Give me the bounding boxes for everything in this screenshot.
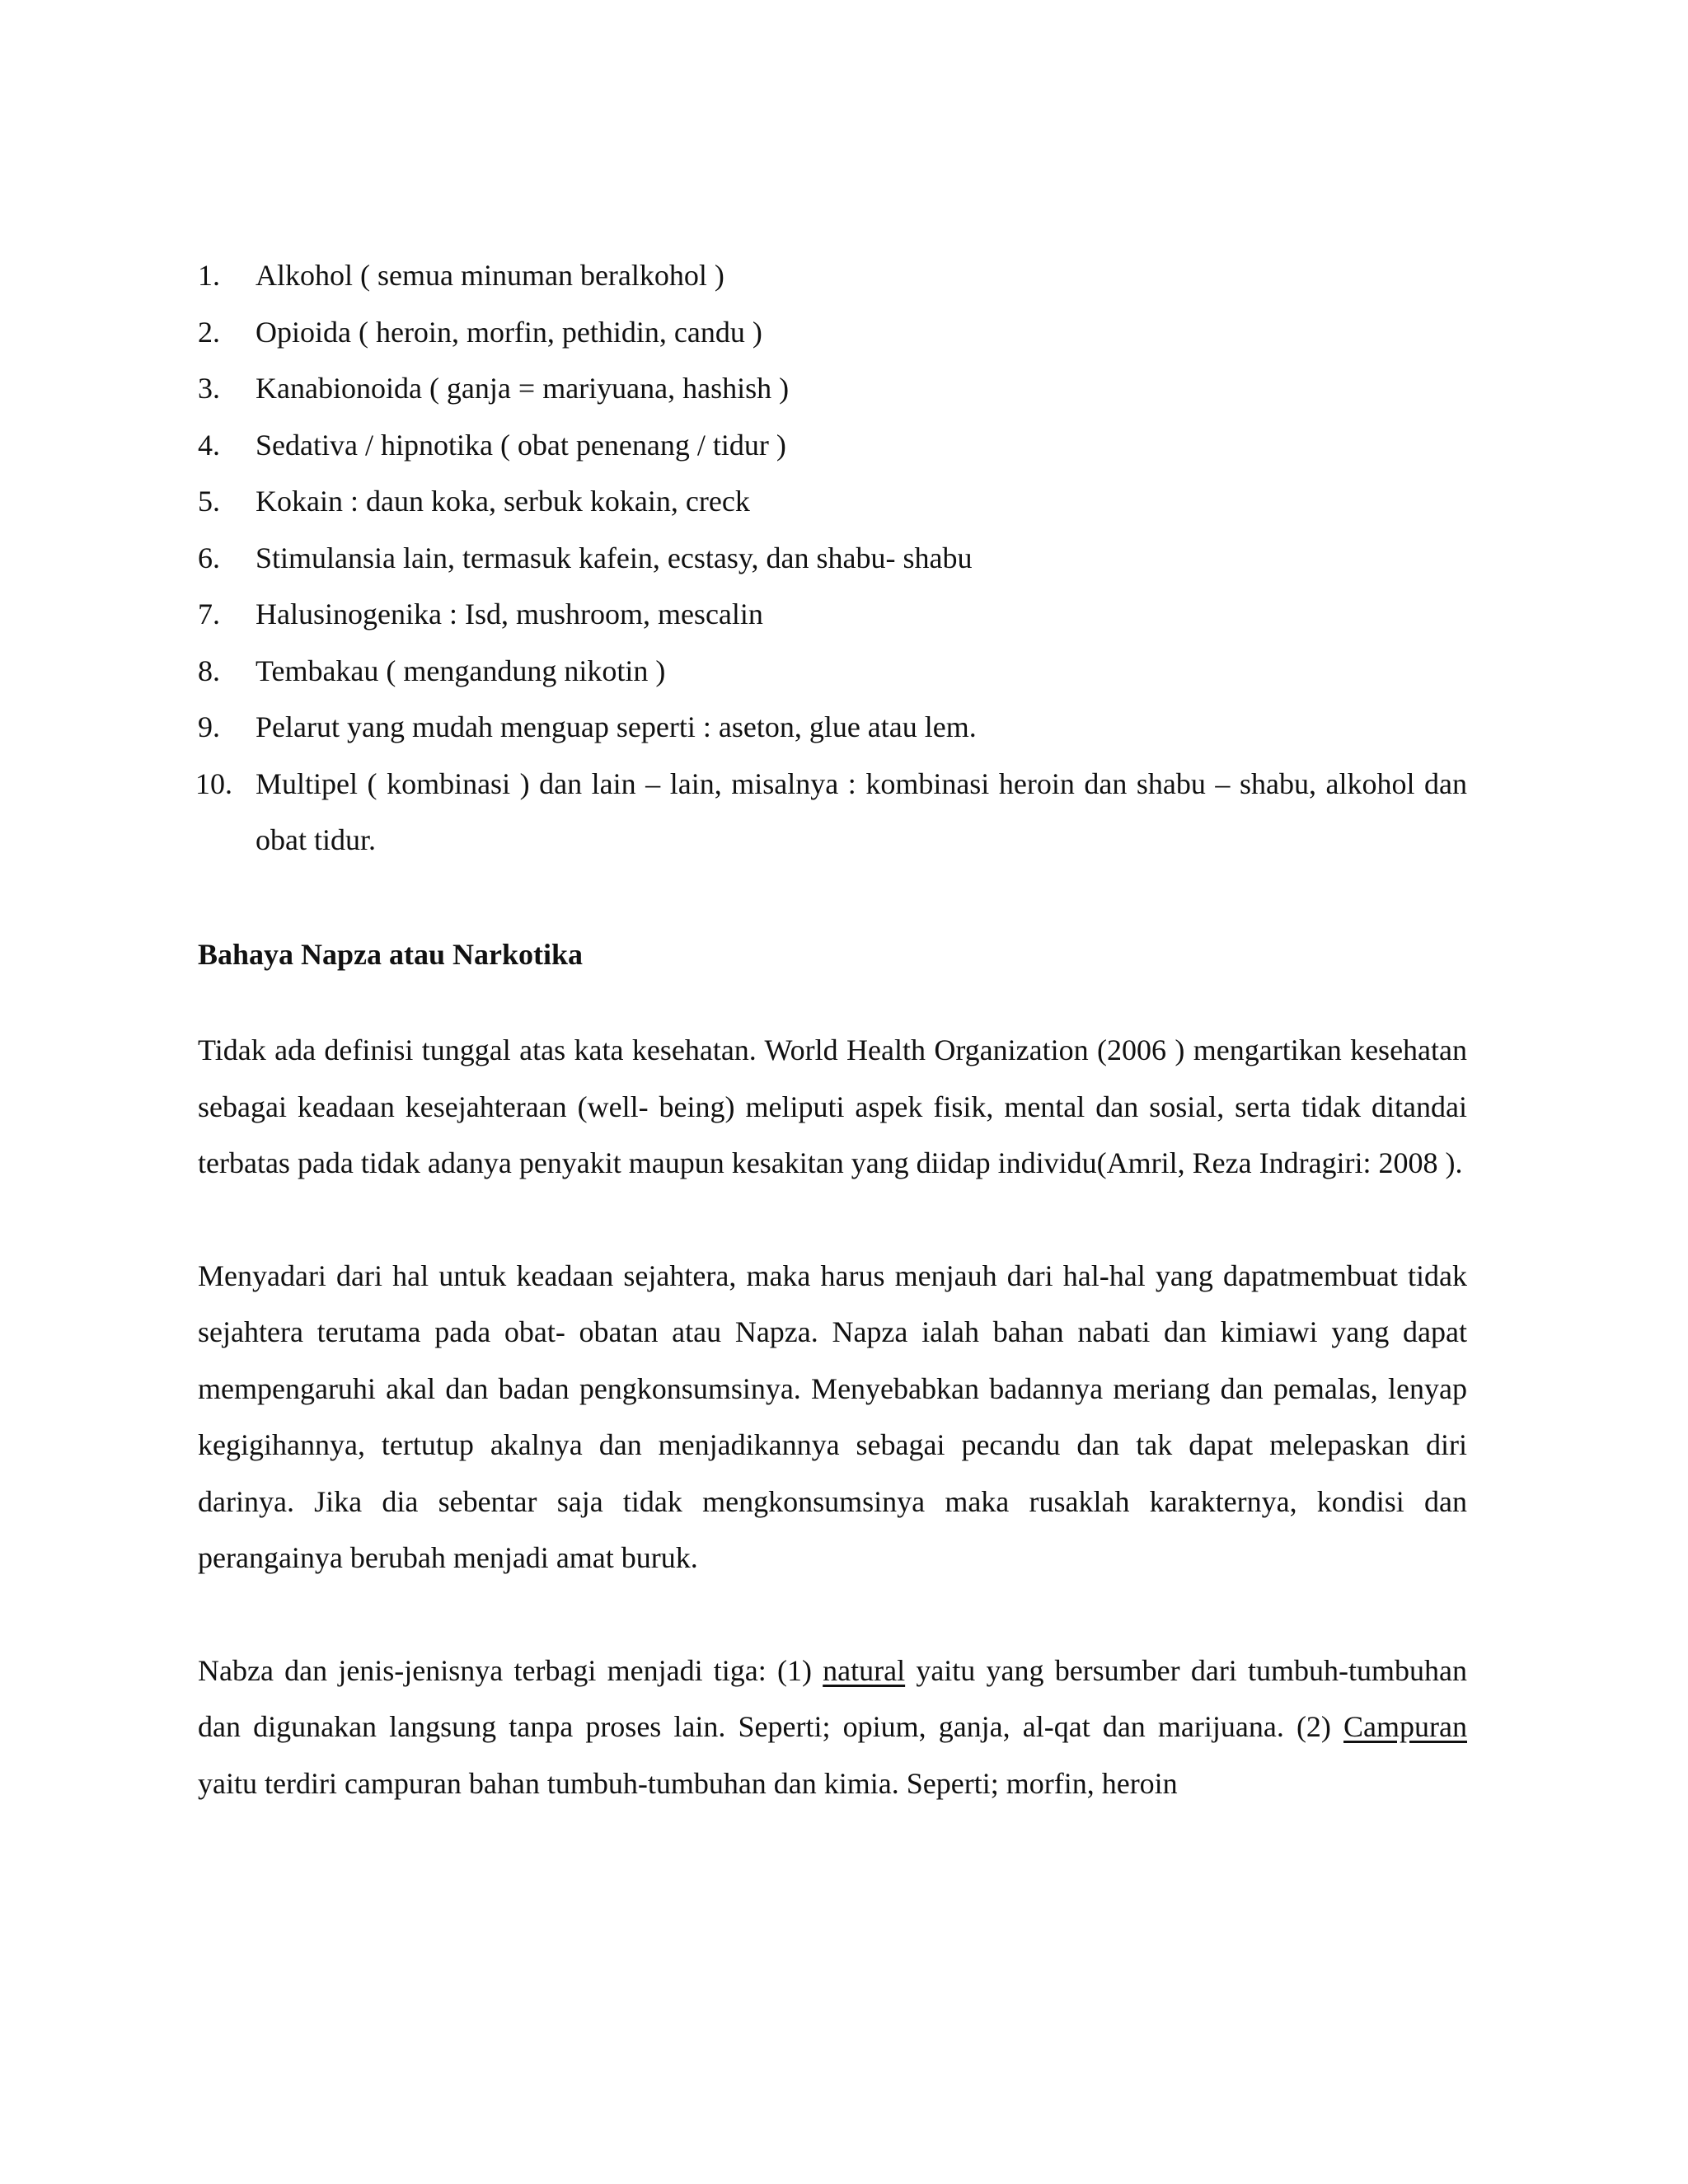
list-number: 8. [198, 654, 220, 687]
paragraph-text: yaitu yang bersumber dari tumbuh-tumbuhan dan digunakan langsung tanpa proses lain. Seperti; opium, ganja, al-qat dan marijuana. (2) [198, 1653, 1467, 1743]
paragraph-text: Nabza dan jenis-jenisnya terbagi menjadi tiga: (1) [198, 1653, 823, 1687]
list-item [198, 586, 1467, 643]
list-number: 3. [198, 372, 220, 405]
list-text: Kanabionoida ( ganja = mariyuana, hashish ) [256, 372, 790, 405]
list-number: 7. [198, 598, 220, 630]
paragraph-definition: Tidak ada definisi tunggal atas kata kesehatan. World Health Organization (2006 ) mengartikan kesehatan sebagai keadaan kesejahteraan (well- being) meliputi aspek fisik, mental dan sosial, serta tidak ditandai terbatas pada tidak adanya penyakit maupun kesakitan yang diidap individu(Amril, Reza Indragiri: 2008 ). [198, 1033, 1467, 1179]
list-text: Halusinogenika : Isd, mushroom, mescalin [256, 598, 763, 630]
substance-list [195, 247, 1467, 869]
list-text: Multipel ( kombinasi ) dan lain – lain, misalnya : kombinasi heroin dan shabu – shabu, alkohol dan obat tidur. [256, 766, 1467, 856]
section-heading: Bahaya Napza atau Narkotika [198, 937, 584, 971]
list-number: 9. [198, 710, 220, 743]
list-text: Sedativa / hipnotika ( obat penenang / tidur ) [256, 428, 786, 462]
list-number: 2. [198, 315, 220, 349]
list-item [198, 530, 1467, 587]
list-item [198, 473, 1467, 530]
list-number: 6. [198, 541, 220, 574]
list-item [198, 360, 1467, 417]
list-item [198, 699, 1467, 756]
list-number: 5. [198, 485, 220, 518]
paragraph-text: yaitu terdiri campuran bahan tumbuh-tumbuhan dan kimia. Seperti; morfin, heroin [198, 1766, 1178, 1800]
list-number: 1. [198, 259, 220, 292]
list-number: 4. [198, 428, 220, 462]
list-item [198, 304, 1467, 361]
list-text: Kokain : daun koka, serbuk kokain, creck [256, 485, 750, 518]
term-campuran: Campuran [1343, 1710, 1467, 1743]
list-item [198, 643, 1467, 700]
list-item [195, 756, 1467, 869]
list-text: Opioida ( heroin, morfin, pethidin, candu ) [256, 315, 762, 349]
list-text: Pelarut yang mudah menguap seperti : aseton, glue atau lem. [256, 710, 977, 743]
list-item [198, 247, 1467, 304]
list-item [198, 417, 1467, 474]
list-text: Stimulansia lain, termasuk kafein, ecstasy, dan shabu- shabu [256, 541, 973, 574]
paragraph-types [198, 1643, 1467, 1812]
list-text: Tembakau ( mengandung nikotin ) [256, 654, 666, 687]
term-natural: natural [823, 1653, 906, 1687]
list-number: 10. [195, 766, 232, 800]
list-text: Alkohol ( semua minuman beralkohol ) [256, 259, 724, 292]
document-content [195, 247, 1467, 1811]
paragraph-napza: Menyadari dari hal untuk keadaan sejahtera, maka harus menjauh dari hal-hal yang dapatmembuat tidak sejahtera terutama pada obat- obatan atau Napza. Napza ialah bahan nabati dan kimiawi yang dapat mempengaruhi akal dan badan pengkonsumsinya. Menyebabkan badannya meriang dan pemalas, lenyap kegigihannya, tertutup akalnya dan menjadikannya sebagai pecandu dan tak dapat melepaskan diri darinya. Jika dia sebentar saja tidak mengkonsumsinya maka rusaklah karakternya, kondisi dan perangainya berubah menjadi amat buruk. [198, 1258, 1467, 1574]
